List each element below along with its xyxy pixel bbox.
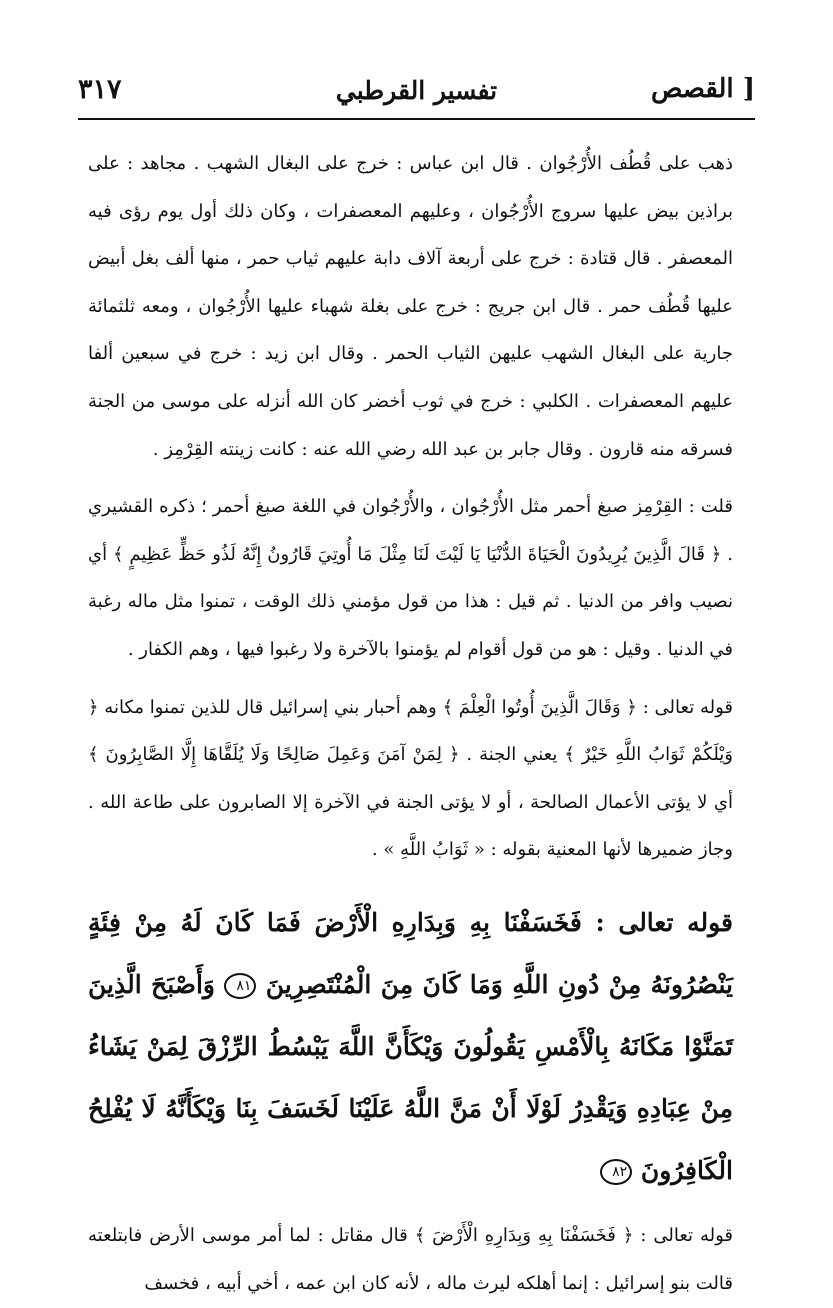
verse-number-marker: ٨٢ (600, 1159, 632, 1185)
paragraph: قوله تعالى : ﴿ وَقَالَ الَّذِينَ أُوتُوا الْعِلْمَ ﴾ وهم أحبار بني إسرائيل قال للذين تمنوا مكانه ﴿ وَيْلَكُمْ ثَوَابُ اللَّهِ خَيْرٌ ﴾ يعني الجنة . ﴿ لِمَنْ آمَنَ وَعَمِلَ صَالِحًا وَلَا يُلَقَّاهَا إِلَّا الصَّابِرُونَ ﴾ أي لا يؤتى الأعمال الصالحة ، أو لا يؤتى الجنة في الآخرة إلا الصابرون على طاعة الله . وجاز ضميرها لأنها المعنية بقوله : « ثَوَابُ اللَّهِ » . (88, 696, 733, 861)
quran-text: وَأَصْبَحَ الَّذِينَ تَمَنَّوْا مَكَانَهُ بِالْأَمْسِ يَقُولُونَ وَيْكَأَنَّ اللَّهَ يَبْسُطُ الرِّزْقَ لِمَنْ يَشَاءُ مِنْ عِبَادِهِ وَيَقْدِرُ لَوْلَا أَنْ مَنَّ اللَّهُ عَلَيْنَا لَخَسَفَ بِنَا وَيْكَأَنَّهُ لَا يُفْلِحُ الْكَافِرُونَ (88, 969, 733, 1185)
paragraph: ذهب على قُطُف الأُرْجُوان . قال ابن عباس : خرج على البغال الشهب . مجاهد : على براذين بيض عليها سروج الأُرْجُوان ، وعليهم المعصفرات ، وكان ذلك أول يوم رؤى فيه المعصفر . قال قتادة : خرج على أربعة آلاف دابة عليهم ثياب حمر ، منها ألف بغل أبيض عليها قُطُف حمر . قال ابن جريج : خرج على بغلة شهباء عليها الأُرْجُوان ، ومعه ثلثمائة جارية على البغال الشهب عليهن الثياب الحمر . وقال ابن زيد : خرج في سبعين ألفا عليهم المعصفرات . الكلبي : خرج في ثوب أخضر كان الله أنزله على موسى من الجنة فسرقه منه قارون . وقال جابر بن عبد الله رضي الله عنه : كانت زينته القِرْمِز . (88, 153, 733, 460)
paragraph: قلت : القِرْمِز صبغ أحمر مثل الأُرْجُوان ، والأُرْجُوان في اللغة صبغ أحمر ؛ ذكره القشيري . ﴿ قَالَ الَّذِينَ يُرِيدُونَ الْحَيَاةَ الدُّنْيَا يَا لَيْتَ لَنَا مِثْلَ مَا أُوتِيَ قَارُونُ إِنَّهُ لَذُو حَظٍّ عَظِيمٍ ﴾ أي نصيب وافر من الدنيا . ثم قيل : هذا من قول مؤمني ذلك الوقت ، تمنوا مثل ماله رغبة في الدنيا . وقيل : هو من قول أقوام لم يؤمنوا بالآخرة ولا رغبوا فيها ، وهم الكفار . (88, 496, 733, 660)
quran-text: فَخَسَفْنَا بِهِ وَبِدَارِهِ الْأَرْضَ فَمَا كَانَ لَهُ مِنْ فِئَةٍ يَنْصُرُونَهُ مِنْ دُونِ اللَّهِ وَمَا كَانَ مِنَ الْمُنْتَصِرِينَ (88, 907, 733, 999)
page-body (88, 140, 733, 1308)
header-rule (78, 118, 755, 120)
verse-number-marker: ٨١ (224, 973, 256, 999)
page-header (78, 70, 755, 118)
running-title: تفسير القرطبي (335, 76, 498, 105)
quran-verse-block (88, 892, 733, 1202)
page-number: ٣١٧ (78, 74, 122, 105)
surah-name: القصص ] (650, 74, 755, 104)
paragraph: قوله تعالى : ﴿ فَخَسَفْنَا بِهِ وَبِدَارِهِ الْأَرْضَ ﴾ قال مقاتل : لما أمر موسى الأرض فابتلعته قالت بنو إسرائيل : إنما أهلكه ليرث ماله ، لأنه كان ابن عمه ، أخي أبيه ، فخسف (88, 1224, 733, 1294)
quran-intro: قوله تعالى : (595, 907, 733, 937)
